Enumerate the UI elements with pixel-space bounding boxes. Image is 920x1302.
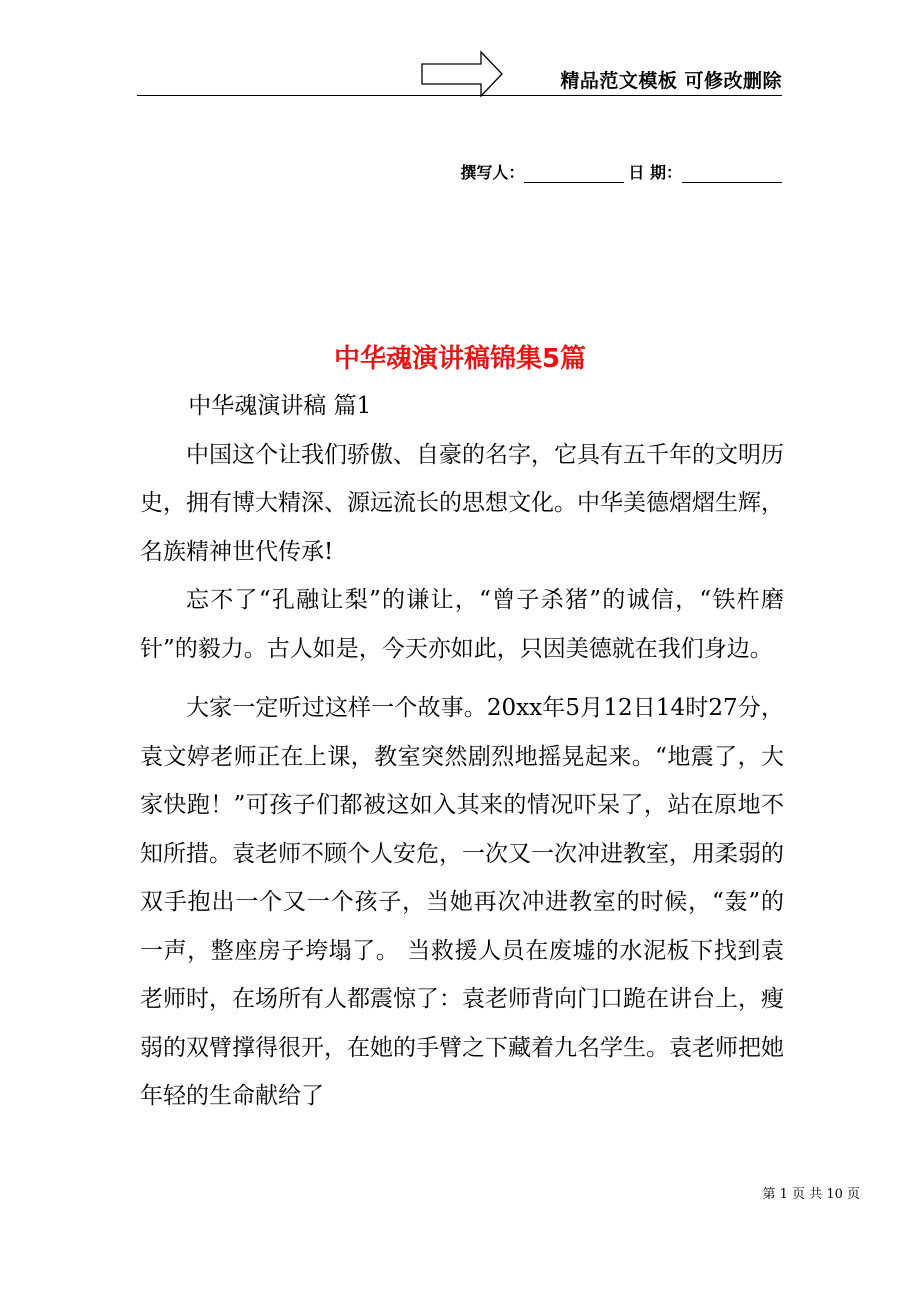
paragraph: 大家一定听过这样一个故事。20xx年5月12日14时27分，袁文婷老师正在上课，教室突然剧烈地摇晃起来。“地震了，大家快跑！”可孩子们都被这如入其来的情况吓呆了，站在原地不知所措。袁老师不顾个人安危，一次又一次冲进教室，用柔弱的双手抱出一个又一个孩子，当她再次冲进教室的时候，“轰”的一声，整座房子垮塌了。 当救援人员在废墟的水泥板下找到袁老师时，在场所有人都震惊了：袁老师背向门口跪在讲台上，瘦弱的双臂撑得很开，在她的手臂之下藏着九名学生。袁老师把她年轻的生命献给了	[140, 695, 784, 1109]
section-heading: 中华魂演讲稿 篇1	[188, 393, 372, 419]
paragraph: 中国这个让我们骄傲、自豪的名字，它具有五千年的文明历史，拥有博大精深、源远流长的思想文化。中华美德熠熠生辉，名族精神世代传承!	[140, 441, 784, 565]
author-date-row	[460, 160, 782, 183]
date-label: 日 期：	[628, 163, 682, 182]
author-blank	[524, 164, 624, 183]
arrow-right-icon	[420, 50, 504, 98]
author-label: 撰写人：	[460, 163, 525, 182]
page-number: 第 1 页 共 10 页	[762, 1187, 860, 1202]
paragraph: 忘不了“孔融让梨”的谦让，“曾子杀猪”的诚信，“铁杵磨针”的毅力。古人如是，今天亦如此，只因美德就在我们身边。	[140, 587, 784, 662]
document-body	[140, 382, 784, 1121]
page-title: 中华魂演讲稿锦集5篇	[333, 344, 587, 374]
header-banner: 精品范文模板 可修改删除	[560, 70, 782, 92]
date-blank	[682, 164, 782, 183]
